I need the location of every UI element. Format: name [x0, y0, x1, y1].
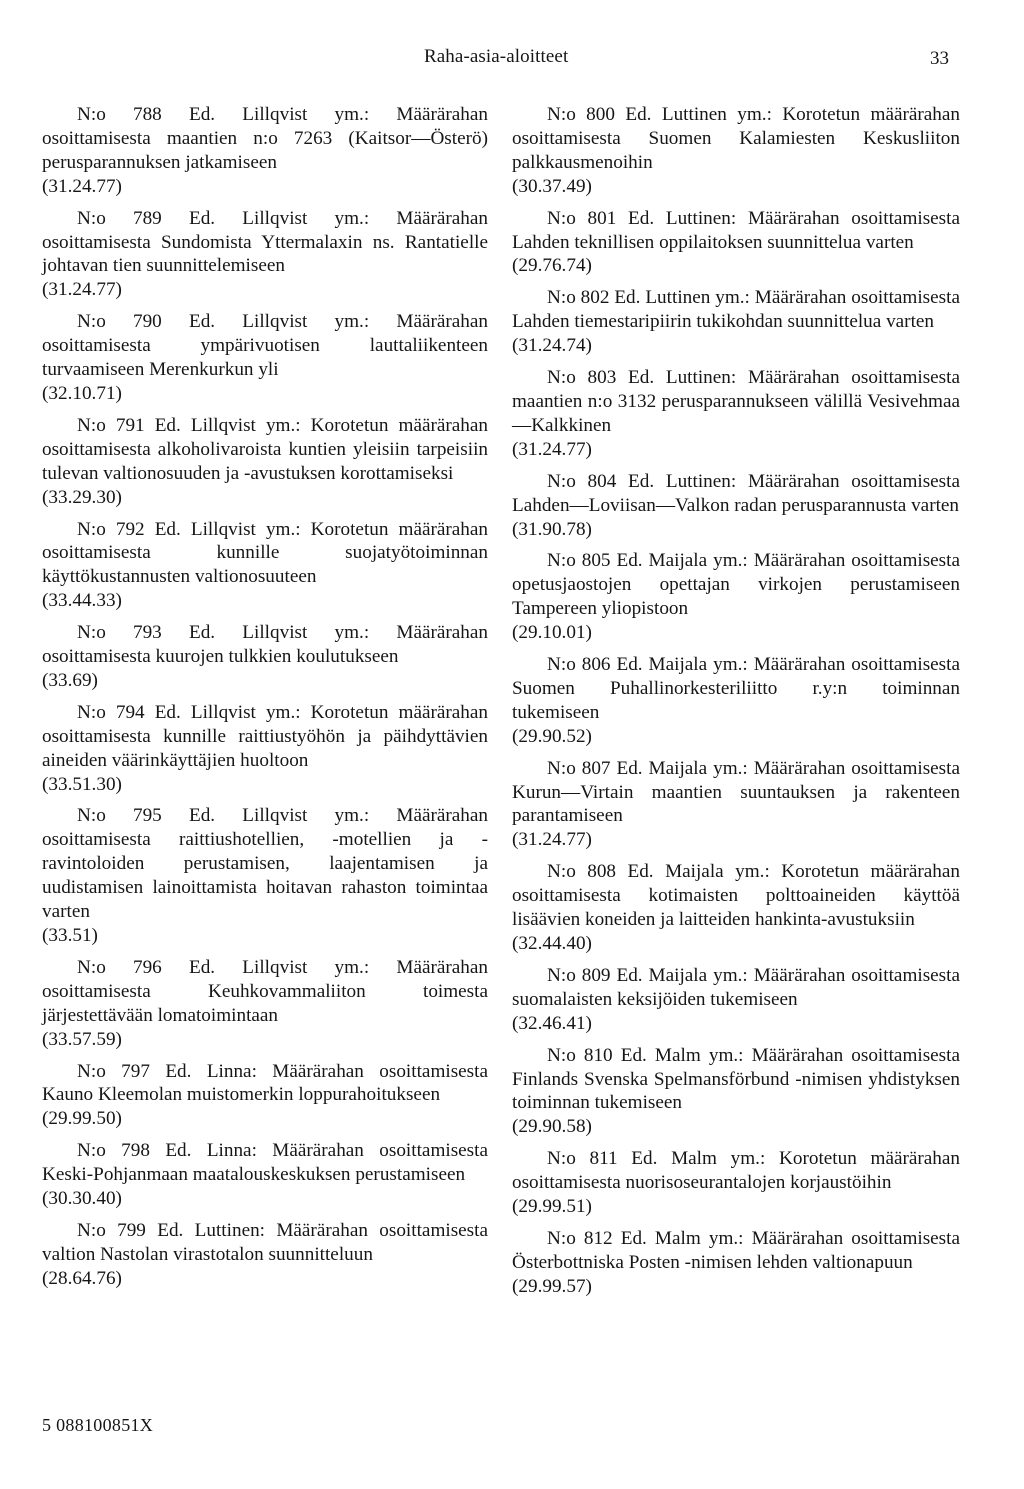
entry-text: N:o 792 Ed. Lillqvist ym.: Korotetun määrärahan osoittamisesta kunnille suojatyötoiminnan käyttökustannusten valtionosuuteen	[42, 518, 488, 588]
budget-code: (33.69)	[42, 669, 98, 691]
budget-code: (32.46.41)	[512, 1012, 592, 1034]
right-column	[512, 103, 960, 1307]
entry-text: N:o 808 Ed. Maijala ym.: Korotetun määrärahan osoittamisesta kotimaisten polttoaineiden käyttöä lisäävien koneiden ja laitteiden hankinta-avustuksiin	[512, 861, 960, 931]
entry-791	[42, 414, 488, 510]
budget-code: (32.10.71)	[42, 382, 122, 404]
entry-text: N:o 804 Ed. Luttinen: Määrärahan osoittamisesta Lahden—Loviisan—Valkon radan perusparannusta varten	[512, 470, 960, 516]
budget-code: (33.57.59)	[42, 1028, 122, 1050]
budget-code: (33.29.30)	[42, 486, 122, 508]
budget-code: (33.51.30)	[42, 773, 122, 795]
budget-code: (30.37.49)	[512, 175, 592, 197]
entry-794	[42, 701, 488, 797]
entry-799	[42, 1219, 488, 1291]
entry-802	[512, 286, 960, 358]
entry-text: N:o 789 Ed. Lillqvist ym.: Määrärahan osoittamisesta Sundomista Yttermalaxin ns. Rantatielle johtavan tien suunnittelemiseen	[42, 207, 488, 277]
entry-text: N:o 807 Ed. Maijala ym.: Määrärahan osoittamisesta Kurun—Virtain maantien suuntauksen ja rakenteen parantamiseen	[512, 757, 960, 827]
left-column	[42, 103, 488, 1299]
budget-code: (29.99.51)	[512, 1196, 592, 1218]
entry-793	[42, 621, 488, 693]
entry-789	[42, 207, 488, 303]
entry-812	[512, 1227, 960, 1299]
budget-code: (31.24.77)	[512, 438, 592, 460]
running-title: Raha-asia-aloitteet	[424, 46, 569, 67]
entry-811	[512, 1147, 960, 1219]
entry-text: N:o 795 Ed. Lillqvist ym.: Määrärahan osoittamisesta raittiushotellien, -motellien ja -ravintoloiden perustamisen, laajentamisen ja uudistamisen lainoittamista hoitavan rahaston toimintaa varten	[42, 805, 488, 923]
budget-code: (29.99.57)	[512, 1275, 592, 1297]
entry-810	[512, 1044, 960, 1140]
entry-text: N:o 803 Ed. Luttinen: Määrärahan osoittamisesta maantien n:o 3132 perusparannukseen välillä Vesivehmaa—Kalkkinen	[512, 367, 960, 436]
entry-792	[42, 518, 488, 614]
budget-code: (28.64.76)	[42, 1267, 122, 1289]
budget-code: (29.76.74)	[512, 255, 592, 277]
entry-text: N:o 801 Ed. Luttinen: Määrärahan osoittamisesta Lahden teknillisen oppilaitoksen suunnittelua varten	[512, 207, 960, 253]
entry-text: N:o 788 Ed. Lillqvist ym.: Määrärahan osoittamisesta maantien n:o 7263 (Kaitsor—Österö) perusparannuksen jatkamiseen	[42, 104, 488, 173]
budget-code: (31.24.74)	[512, 335, 592, 357]
entry-text: N:o 799 Ed. Luttinen: Määrärahan osoittamisesta valtion Nastolan virastotalon suunnitteluun	[42, 1219, 488, 1265]
entry-text: N:o 810 Ed. Malm ym.: Määrärahan osoittamisesta Finlands Svenska Spelmansförbund -nimisen yhdistyksen toiminnan tukemiseen	[512, 1044, 960, 1114]
budget-code: (33.51)	[42, 925, 98, 946]
entry-806	[512, 653, 960, 749]
printer-signature: 5 088100851X	[42, 1415, 154, 1435]
entry-text: N:o 802 Ed. Luttinen ym.: Määrärahan osoittamisesta Lahden tiemestaripiirin tukikohdan suunnittelua varten	[512, 287, 960, 333]
entry-text: N:o 794 Ed. Lillqvist ym.: Korotetun määrärahan osoittamisesta kunnille raittiustyöhön ja päihdyttävien aineiden väärinkäyttäjien huoltoon	[42, 701, 488, 771]
entry-text: N:o 796 Ed. Lillqvist ym.: Määrärahan osoittamisesta Keuhkovammaliiton toimesta järjestettävään lomatoimintaan	[42, 956, 488, 1026]
entry-text: N:o 797 Ed. Linna: Määrärahan osoittamisesta Kauno Kleemolan muistomerkin loppurahoitukseen	[42, 1060, 488, 1106]
budget-code: (31.24.77)	[42, 279, 122, 301]
budget-code: (29.99.50)	[42, 1108, 122, 1130]
budget-code: (29.90.58)	[512, 1116, 592, 1138]
entry-801	[512, 207, 960, 279]
entry-803	[512, 366, 960, 462]
budget-code: (31.24.77)	[512, 829, 592, 851]
entry-809	[512, 964, 960, 1036]
budget-code: (31.24.77)	[42, 175, 122, 197]
budget-code: (29.90.52)	[512, 725, 592, 747]
entry-798	[42, 1139, 488, 1211]
budget-code: (33.44.33)	[42, 590, 122, 612]
entry-text: N:o 793 Ed. Lillqvist ym.: Määrärahan osoittamisesta kuurojen tulkkien koulutukseen	[42, 622, 488, 668]
entry-text: N:o 800 Ed. Luttinen ym.: Korotetun määrärahan osoittamisesta Suomen Kalamiesten Keskusliiton palkkausmenoihin	[512, 104, 960, 173]
budget-code: (29.10.01)	[512, 622, 592, 644]
entry-788	[42, 103, 488, 199]
entry-text: N:o 791 Ed. Lillqvist ym.: Korotetun määrärahan osoittamisesta alkoholivaroista kuntien yleisiin tarpeisiin tulevan valtionosuuden ja -avustuksen korottamiseksi	[42, 414, 488, 484]
budget-code: (32.44.40)	[512, 933, 592, 954]
entry-800	[512, 103, 960, 199]
entry-807	[512, 757, 960, 853]
entry-text: N:o 811 Ed. Malm ym.: Korotetun määrärahan osoittamisesta nuorisoseurantalojen korjaustöihin	[512, 1148, 960, 1194]
budget-code: (31.90.78)	[512, 518, 592, 540]
entry-797	[42, 1060, 488, 1132]
entry-805	[512, 549, 960, 645]
entry-795	[42, 804, 488, 947]
entry-text: N:o 812 Ed. Malm ym.: Määrärahan osoittamisesta Österbottniska Posten -nimisen lehden valtionapuun	[512, 1227, 960, 1273]
budget-code: (30.30.40)	[42, 1188, 122, 1210]
entry-808	[512, 860, 960, 956]
entry-796	[42, 956, 488, 1052]
page-number: 33	[930, 48, 949, 69]
entry-804	[512, 470, 960, 542]
entry-text: N:o 806 Ed. Maijala ym.: Määrärahan osoittamisesta Suomen Puhallinorkesteriliitto r.y:n toiminnan tukemiseen	[512, 654, 960, 723]
entry-790	[42, 310, 488, 406]
entry-text: N:o 790 Ed. Lillqvist ym.: Määrärahan osoittamisesta ympärivuotisen lauttaliikenteen turvaamiseen Merenkurkun yli	[42, 311, 488, 381]
entry-text: N:o 798 Ed. Linna: Määrärahan osoittamisesta Keski-Pohjanmaan maatalouskeskuksen perustamiseen	[42, 1140, 488, 1186]
entry-text: N:o 805 Ed. Maijala ym.: Määrärahan osoittamisesta opetusjaostojen opettajan virkojen perustamiseen Tampereen yliopistoon	[512, 550, 960, 620]
entry-text: N:o 809 Ed. Maijala ym.: Määrärahan osoittamisesta suomalaisten keksijöiden tukemiseen	[512, 964, 960, 1010]
